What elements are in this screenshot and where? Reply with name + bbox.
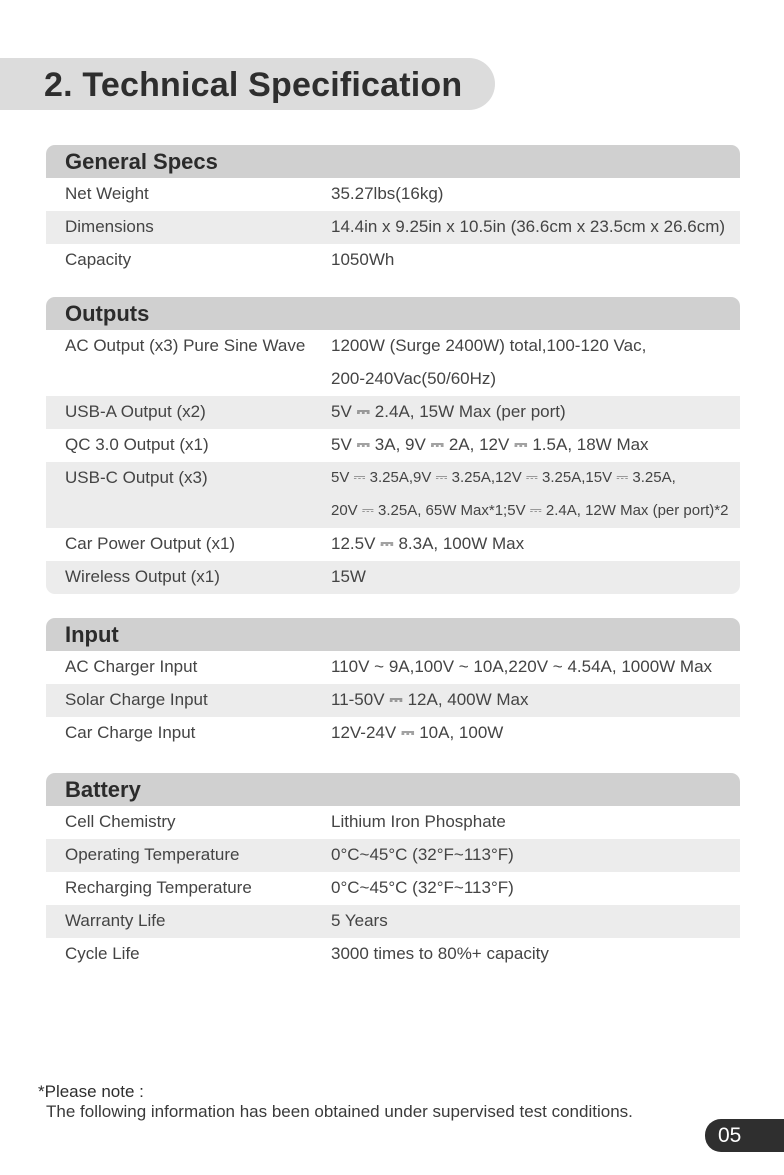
note-label: *Please note :	[38, 1082, 144, 1101]
spec-key: Operating Temperature	[65, 845, 240, 864]
section-general-specs	[46, 145, 740, 277]
spec-value: 12.5V ⎓ 8.3A, 100W Max	[331, 534, 525, 553]
spec-row	[46, 905, 740, 938]
section-header: Input	[46, 618, 740, 651]
spec-value-line2: 200-240Vac(50/60Hz)	[331, 369, 497, 388]
spec-value: 0°C~45°C (32°F~113°F)	[331, 845, 514, 864]
spec-value: 1200W (Surge 2400W) total,100-120 Vac,	[331, 336, 647, 355]
spec-row	[46, 872, 740, 905]
section-battery	[46, 773, 740, 971]
spec-value: 5V ⎓ 2.4A, 15W Max (per port)	[331, 402, 566, 421]
spec-value: 11-50V ⎓ 12A, 400W Max	[331, 690, 529, 709]
spec-key: Cell Chemistry	[65, 812, 176, 831]
spec-row	[46, 528, 740, 561]
spec-key: Dimensions	[65, 217, 154, 236]
spec-key: Net Weight	[65, 184, 149, 203]
spec-value: 5 Years	[331, 911, 388, 930]
spec-key: AC Output (x3) Pure Sine Wave	[65, 336, 306, 355]
spec-value: 12V-24V ⎓ 10A, 100W	[331, 723, 504, 742]
spec-row	[46, 244, 740, 277]
spec-row	[46, 330, 740, 396]
spec-key: Car Charge Input	[65, 723, 196, 742]
spec-row	[46, 839, 740, 872]
spec-key: Car Power Output (x1)	[65, 534, 236, 553]
spec-key: Recharging Temperature	[65, 878, 252, 897]
page-number: 05	[705, 1119, 784, 1152]
spec-value: 5V ⎓ 3A, 9V ⎓ 2A, 12V ⎓ 1.5A, 18W Max	[331, 435, 649, 454]
spec-row	[46, 429, 740, 462]
spec-key: AC Charger Input	[65, 657, 198, 676]
spec-value: 110V ~ 9A,100V ~ 10A,220V ~ 4.54A, 1000W Max	[331, 657, 713, 676]
spec-key: Wireless Output (x1)	[65, 567, 220, 586]
section-header: General Specs	[46, 145, 740, 178]
spec-row	[46, 806, 740, 839]
spec-row	[46, 211, 740, 244]
section-outputs	[46, 297, 740, 594]
spec-value: 35.27lbs(16kg)	[331, 184, 444, 203]
spec-row	[46, 651, 740, 684]
section-input	[46, 618, 740, 750]
spec-row	[46, 938, 740, 971]
spec-value: 5V ⎓ 3.25A,9V ⎓ 3.25A,12V ⎓ 3.25A,15V ⎓ 3.25A,	[331, 469, 676, 486]
title-band	[0, 58, 495, 110]
spec-row	[46, 178, 740, 211]
spec-key: USB-C Output (x3)	[65, 468, 208, 487]
spec-value: 0°C~45°C (32°F~113°F)	[331, 878, 514, 897]
spec-value-line2: 20V ⎓ 3.25A, 65W Max*1;5V ⎓ 2.4A, 12W Max (per port)*2	[331, 502, 729, 519]
spec-value: 14.4in x 9.25in x 10.5in (36.6cm x 23.5cm x 26.6cm)	[331, 217, 726, 236]
spec-key: Capacity	[65, 250, 132, 269]
note-text: The following information has been obtained under supervised test conditions.	[46, 1102, 633, 1121]
page-title: 2. Technical Specification	[44, 66, 463, 104]
spec-value: 1050Wh	[331, 250, 395, 269]
spec-value: Lithium Iron Phosphate	[331, 812, 506, 831]
spec-value: 15W	[331, 567, 366, 586]
spec-row	[46, 396, 740, 429]
spec-key: Cycle Life	[65, 944, 140, 963]
spec-key: USB-A Output (x2)	[65, 402, 206, 421]
spec-key: Warranty Life	[65, 911, 166, 930]
section-header: Outputs	[46, 297, 740, 330]
spec-key: Solar Charge Input	[65, 690, 208, 709]
spec-row	[46, 561, 740, 594]
spec-value: 3000 times to 80%+ capacity	[331, 944, 549, 963]
spec-row	[46, 717, 740, 750]
spec-key: QC 3.0 Output (x1)	[65, 435, 209, 454]
section-header: Battery	[46, 773, 740, 806]
spec-row	[46, 684, 740, 717]
spec-row	[46, 462, 740, 528]
